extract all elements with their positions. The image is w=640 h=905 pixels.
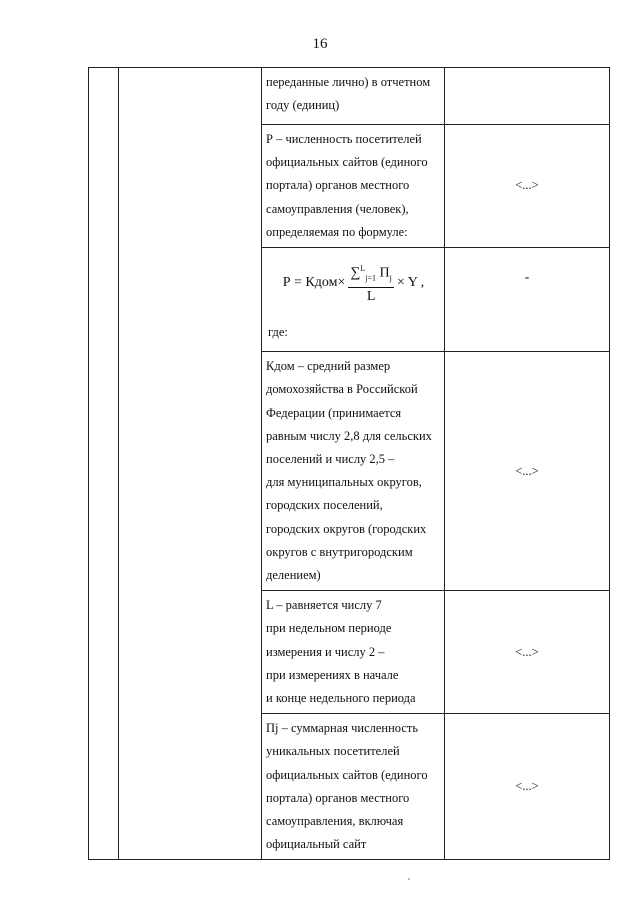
sum-term-index: j <box>389 273 392 283</box>
description-line: самоуправления (человек), <box>266 201 409 216</box>
table-row <box>89 68 610 125</box>
description-line: равным числу 2,8 для сельских <box>266 428 432 443</box>
page-number: 16 <box>312 36 328 52</box>
description-line: официальный сайт <box>266 837 367 852</box>
description-line: L – равняется числу 7 <box>266 598 382 613</box>
empty-cell-col2 <box>119 68 262 860</box>
description-line: определяемая по формуле: <box>266 224 408 239</box>
description-line: Федерации (принимается <box>266 405 402 420</box>
description-line: домохозяйства в Российской <box>266 382 418 397</box>
indicator-table <box>88 67 610 860</box>
description-cell <box>262 352 445 591</box>
sum-symbol: ∑ <box>350 265 361 281</box>
description-line: округов с внутригородским <box>266 544 413 559</box>
value-cell: <...> <box>445 714 610 860</box>
value-cell: <...> <box>445 125 610 248</box>
description-line: самоуправления, включая <box>266 814 404 829</box>
formula-lhs: Р = Кдом <box>282 275 338 291</box>
formula-tail: × Y , <box>396 275 425 291</box>
description-cell <box>262 125 445 248</box>
description-line: официальных сайтов (единого <box>266 767 428 782</box>
description-line: официальных сайтов (единого <box>266 155 428 170</box>
description-line: Кдом – средний размер <box>266 359 391 374</box>
description-cell <box>262 714 445 860</box>
description-line: и конце недельного периода <box>266 691 416 706</box>
description-line: уникальных посетителей <box>266 744 400 759</box>
description-line: году (единиц) <box>266 98 340 113</box>
empty-cell-col1 <box>89 68 119 860</box>
value-cell: - <box>445 248 610 352</box>
description-line: поселений и числу 2,5 – <box>266 452 395 467</box>
fraction-denominator: L <box>366 289 376 305</box>
description-cell <box>262 591 445 714</box>
description-line: для муниципальных округов, <box>266 475 422 490</box>
description-line: делением) <box>266 568 321 583</box>
value-cell: <...> <box>445 591 610 714</box>
description-line: городских поселений, <box>266 498 383 513</box>
description-line: Пj – суммарная численность <box>266 721 419 736</box>
description-line: при недельном периоде <box>266 621 392 636</box>
description-line: измерения и числу 2 – <box>266 644 385 659</box>
where-label: где: <box>268 325 288 340</box>
description-line: портала) органов местного <box>266 178 410 193</box>
formula-fraction <box>348 260 393 306</box>
times-sign: × <box>337 275 346 291</box>
description-line: переданные лично) в отчетном <box>266 75 431 89</box>
scan-speck <box>408 878 410 880</box>
sum-term: П <box>379 265 390 281</box>
fraction-numerator <box>348 260 393 288</box>
sum-lower-limit: j=1 <box>365 273 376 283</box>
formula <box>266 253 441 313</box>
description-line: городских округов (городских <box>266 521 427 536</box>
sum-upper-limit: L <box>360 263 366 273</box>
description-line: Р – численность посетителей <box>266 132 422 146</box>
formula-cell <box>262 248 445 352</box>
value-cell: <...> <box>445 352 610 591</box>
description-line: при измерениях в начале <box>266 667 399 682</box>
description-line: портала) органов местного <box>266 790 410 805</box>
description-cell <box>262 68 445 125</box>
value-cell <box>445 68 610 125</box>
